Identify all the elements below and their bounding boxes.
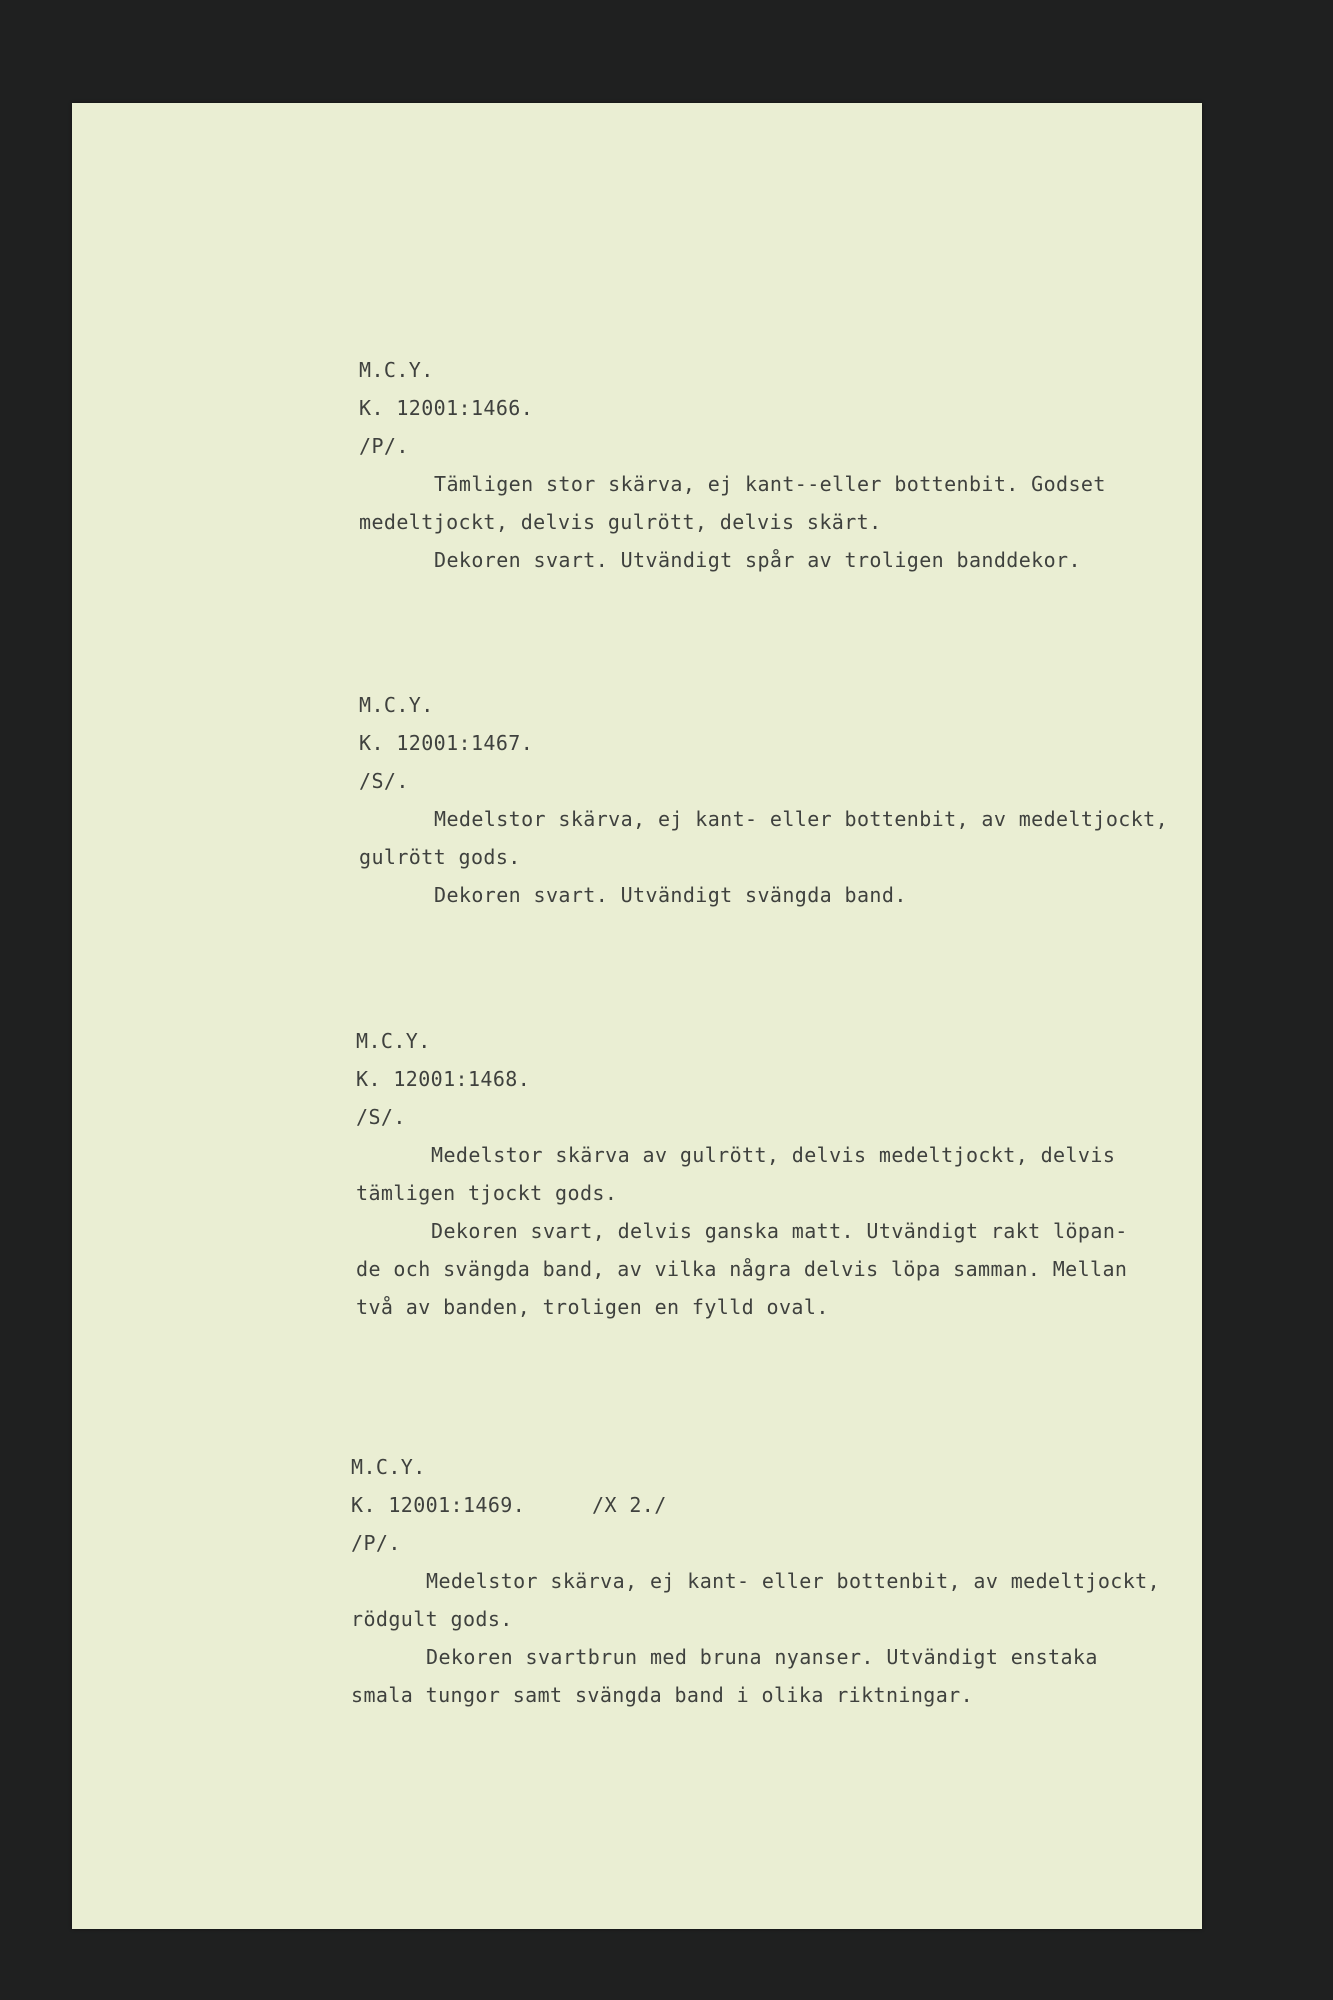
decoration-line: smala tungor samt svängda band i olika riktningar. xyxy=(351,1683,974,1707)
type-code: /P/. xyxy=(359,434,409,458)
decoration-line: Dekoren svart, delvis ganska matt. Utvändigt rakt löpan- xyxy=(431,1219,1128,1243)
museum-code: M.C.Y. xyxy=(356,1029,431,1053)
type-code: /P/. xyxy=(351,1531,401,1555)
decoration-line: Dekoren svart. Utvändigt svängda band. xyxy=(434,883,907,907)
decoration-line: de och svängda band, av vilka några delvis löpa samman. Mellan xyxy=(356,1257,1128,1281)
description-line: Medelstor skärva av gulrött, delvis medeltjockt, delvis xyxy=(431,1143,1116,1167)
decoration-line: Dekoren svart. Utvändigt spår av troligen banddekor. xyxy=(434,548,1081,572)
catalog-number: K. 12001:1468. xyxy=(356,1067,531,1091)
catalog-number: K. 12001:1469. xyxy=(351,1493,526,1517)
museum-code: M.C.Y. xyxy=(351,1455,426,1479)
description-line: Medelstor skärva, ej kant- eller bottenbit, av medeltjockt, xyxy=(434,807,1169,831)
type-code: /S/. xyxy=(356,1105,406,1129)
object-mark: /X 2./ xyxy=(592,1493,667,1517)
type-code: /S/. xyxy=(359,769,409,793)
description-line: gulrött gods. xyxy=(359,845,521,869)
decoration-line: två av banden, troligen en fylld oval. xyxy=(356,1295,829,1319)
museum-code: M.C.Y. xyxy=(359,358,434,382)
catalog-number: K. 12001:1467. xyxy=(359,731,534,755)
description-line: Tämligen stor skärva, ej kant--eller bottenbit. Godset xyxy=(434,472,1106,496)
catalog-number: K. 12001:1466. xyxy=(359,396,534,420)
description-line: Medelstor skärva, ej kant- eller bottenbit, av medeltjockt, xyxy=(426,1569,1161,1593)
decoration-line: Dekoren svartbrun med bruna nyanser. Utvändigt enstaka xyxy=(426,1645,1098,1669)
museum-code: M.C.Y. xyxy=(359,693,434,717)
description-line: tämligen tjockt gods. xyxy=(356,1181,618,1205)
description-line: rödgult gods. xyxy=(351,1607,513,1631)
document-page xyxy=(72,103,1202,1929)
description-line: medeltjockt, delvis gulrött, delvis skärt. xyxy=(359,510,882,534)
